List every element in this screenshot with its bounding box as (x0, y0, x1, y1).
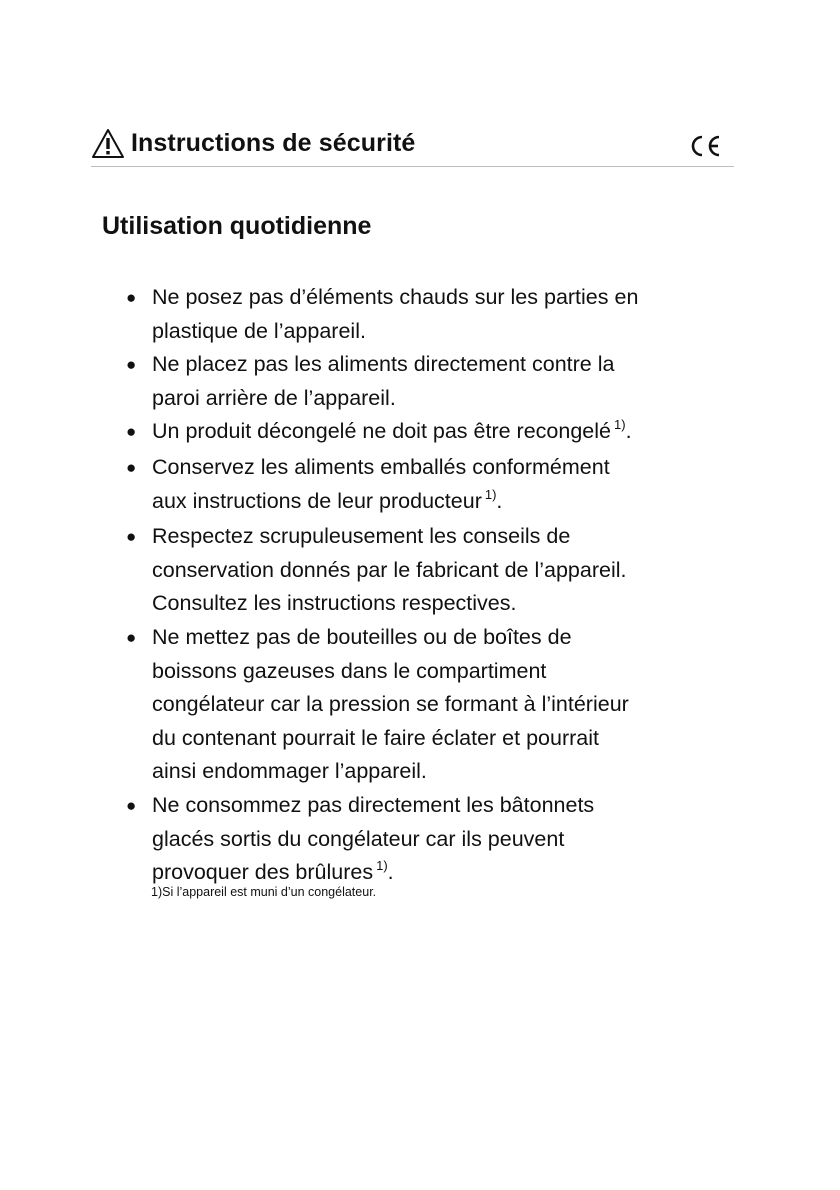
list-item-text (152, 520, 766, 621)
section-title: Utilisation quotidienne (102, 212, 372, 240)
text-line (152, 485, 766, 521)
footnote-reference: 1) (614, 417, 626, 433)
text-line (152, 621, 766, 655)
text-line-content: paroi arrière de l’appareil. (152, 385, 396, 410)
text-line-content: congélateur car la pression se formant à l’intérieur (152, 692, 629, 717)
warning-triangle-icon (91, 128, 125, 159)
text-line (152, 348, 766, 382)
text-line (152, 655, 766, 689)
text-line-content: Consultez les instructions respectives. (152, 591, 517, 616)
ce-mark-icon (688, 134, 722, 158)
footnote-reference: 1) (484, 486, 497, 502)
text-line-content: Conservez les aliments emballés conformément (152, 454, 610, 479)
text-line-content: plastique de l’appareil. (152, 318, 366, 343)
text-line-content: Ne posez pas d’éléments chauds sur les parties en (152, 285, 639, 309)
text-line-content: conservation donnés par le fabricant de l’appareil. (152, 557, 627, 582)
text-line-content: provoquer des brûlures (152, 860, 374, 885)
bullet-icon: ● (126, 627, 137, 647)
list-item-text (152, 789, 766, 892)
list-item-text (152, 621, 766, 789)
sentence-end: . (387, 860, 394, 885)
list-item-text (152, 451, 766, 520)
text-line-content: Un produit décongelé ne doit pas être recongelé (152, 419, 611, 444)
bullet-icon: ● (126, 457, 137, 477)
list-item (126, 348, 766, 415)
bullet-icon: ● (126, 527, 137, 547)
text-line-content: glacés sortis du congélateur car ils peuvent (152, 826, 565, 851)
list-item (126, 621, 766, 789)
sentence-end: . (625, 419, 632, 444)
text-line (152, 382, 766, 416)
list-item (126, 281, 766, 348)
text-line-content: Ne mettez pas de bouteilles ou de boîtes de (152, 624, 572, 649)
text-line (152, 722, 766, 756)
list-item (126, 520, 766, 621)
text-line-content: Ne consommez pas directement les bâtonnets (152, 792, 595, 817)
bullet-icon: ● (126, 288, 137, 307)
list-item-text (152, 348, 766, 415)
text-line-content: Ne placez pas les aliments directement contre la (152, 352, 615, 377)
text-line (152, 755, 766, 789)
text-line (152, 587, 766, 621)
text-line (152, 415, 766, 451)
text-line-content: boissons gazeuses dans le compartiment (152, 658, 547, 683)
text-line-content: du contenant pourrait le faire éclater et pourrait (152, 725, 599, 750)
text-line (152, 520, 766, 554)
text-line-content: aux instructions de leur producteur (152, 488, 482, 513)
list-item (126, 415, 766, 451)
text-line (152, 823, 766, 857)
sentence-end: . (496, 488, 503, 513)
text-line (152, 688, 766, 722)
text-line (152, 315, 766, 349)
text-line-content: Respectez scrupuleusement les conseils de (152, 524, 571, 549)
footnote: 1)Si l’appareil est muni d’un congélateur. (151, 885, 377, 899)
bullet-icon: ● (126, 422, 137, 442)
list-item-text (152, 415, 766, 451)
list-item (126, 451, 766, 520)
list-item (126, 789, 766, 892)
safety-instructions-list (126, 281, 766, 892)
text-line (152, 451, 766, 485)
bullet-icon: ● (126, 795, 137, 815)
footnote-reference: 1) (376, 858, 388, 874)
page-title: Instructions de sécurité (131, 129, 416, 157)
text-line (152, 281, 766, 315)
list-item-text (152, 281, 766, 348)
page-header (91, 126, 734, 167)
text-line (152, 554, 766, 588)
text-line (152, 789, 766, 823)
text-line-content: ainsi endommager l’appareil. (152, 759, 427, 784)
bullet-icon: ● (126, 355, 137, 375)
